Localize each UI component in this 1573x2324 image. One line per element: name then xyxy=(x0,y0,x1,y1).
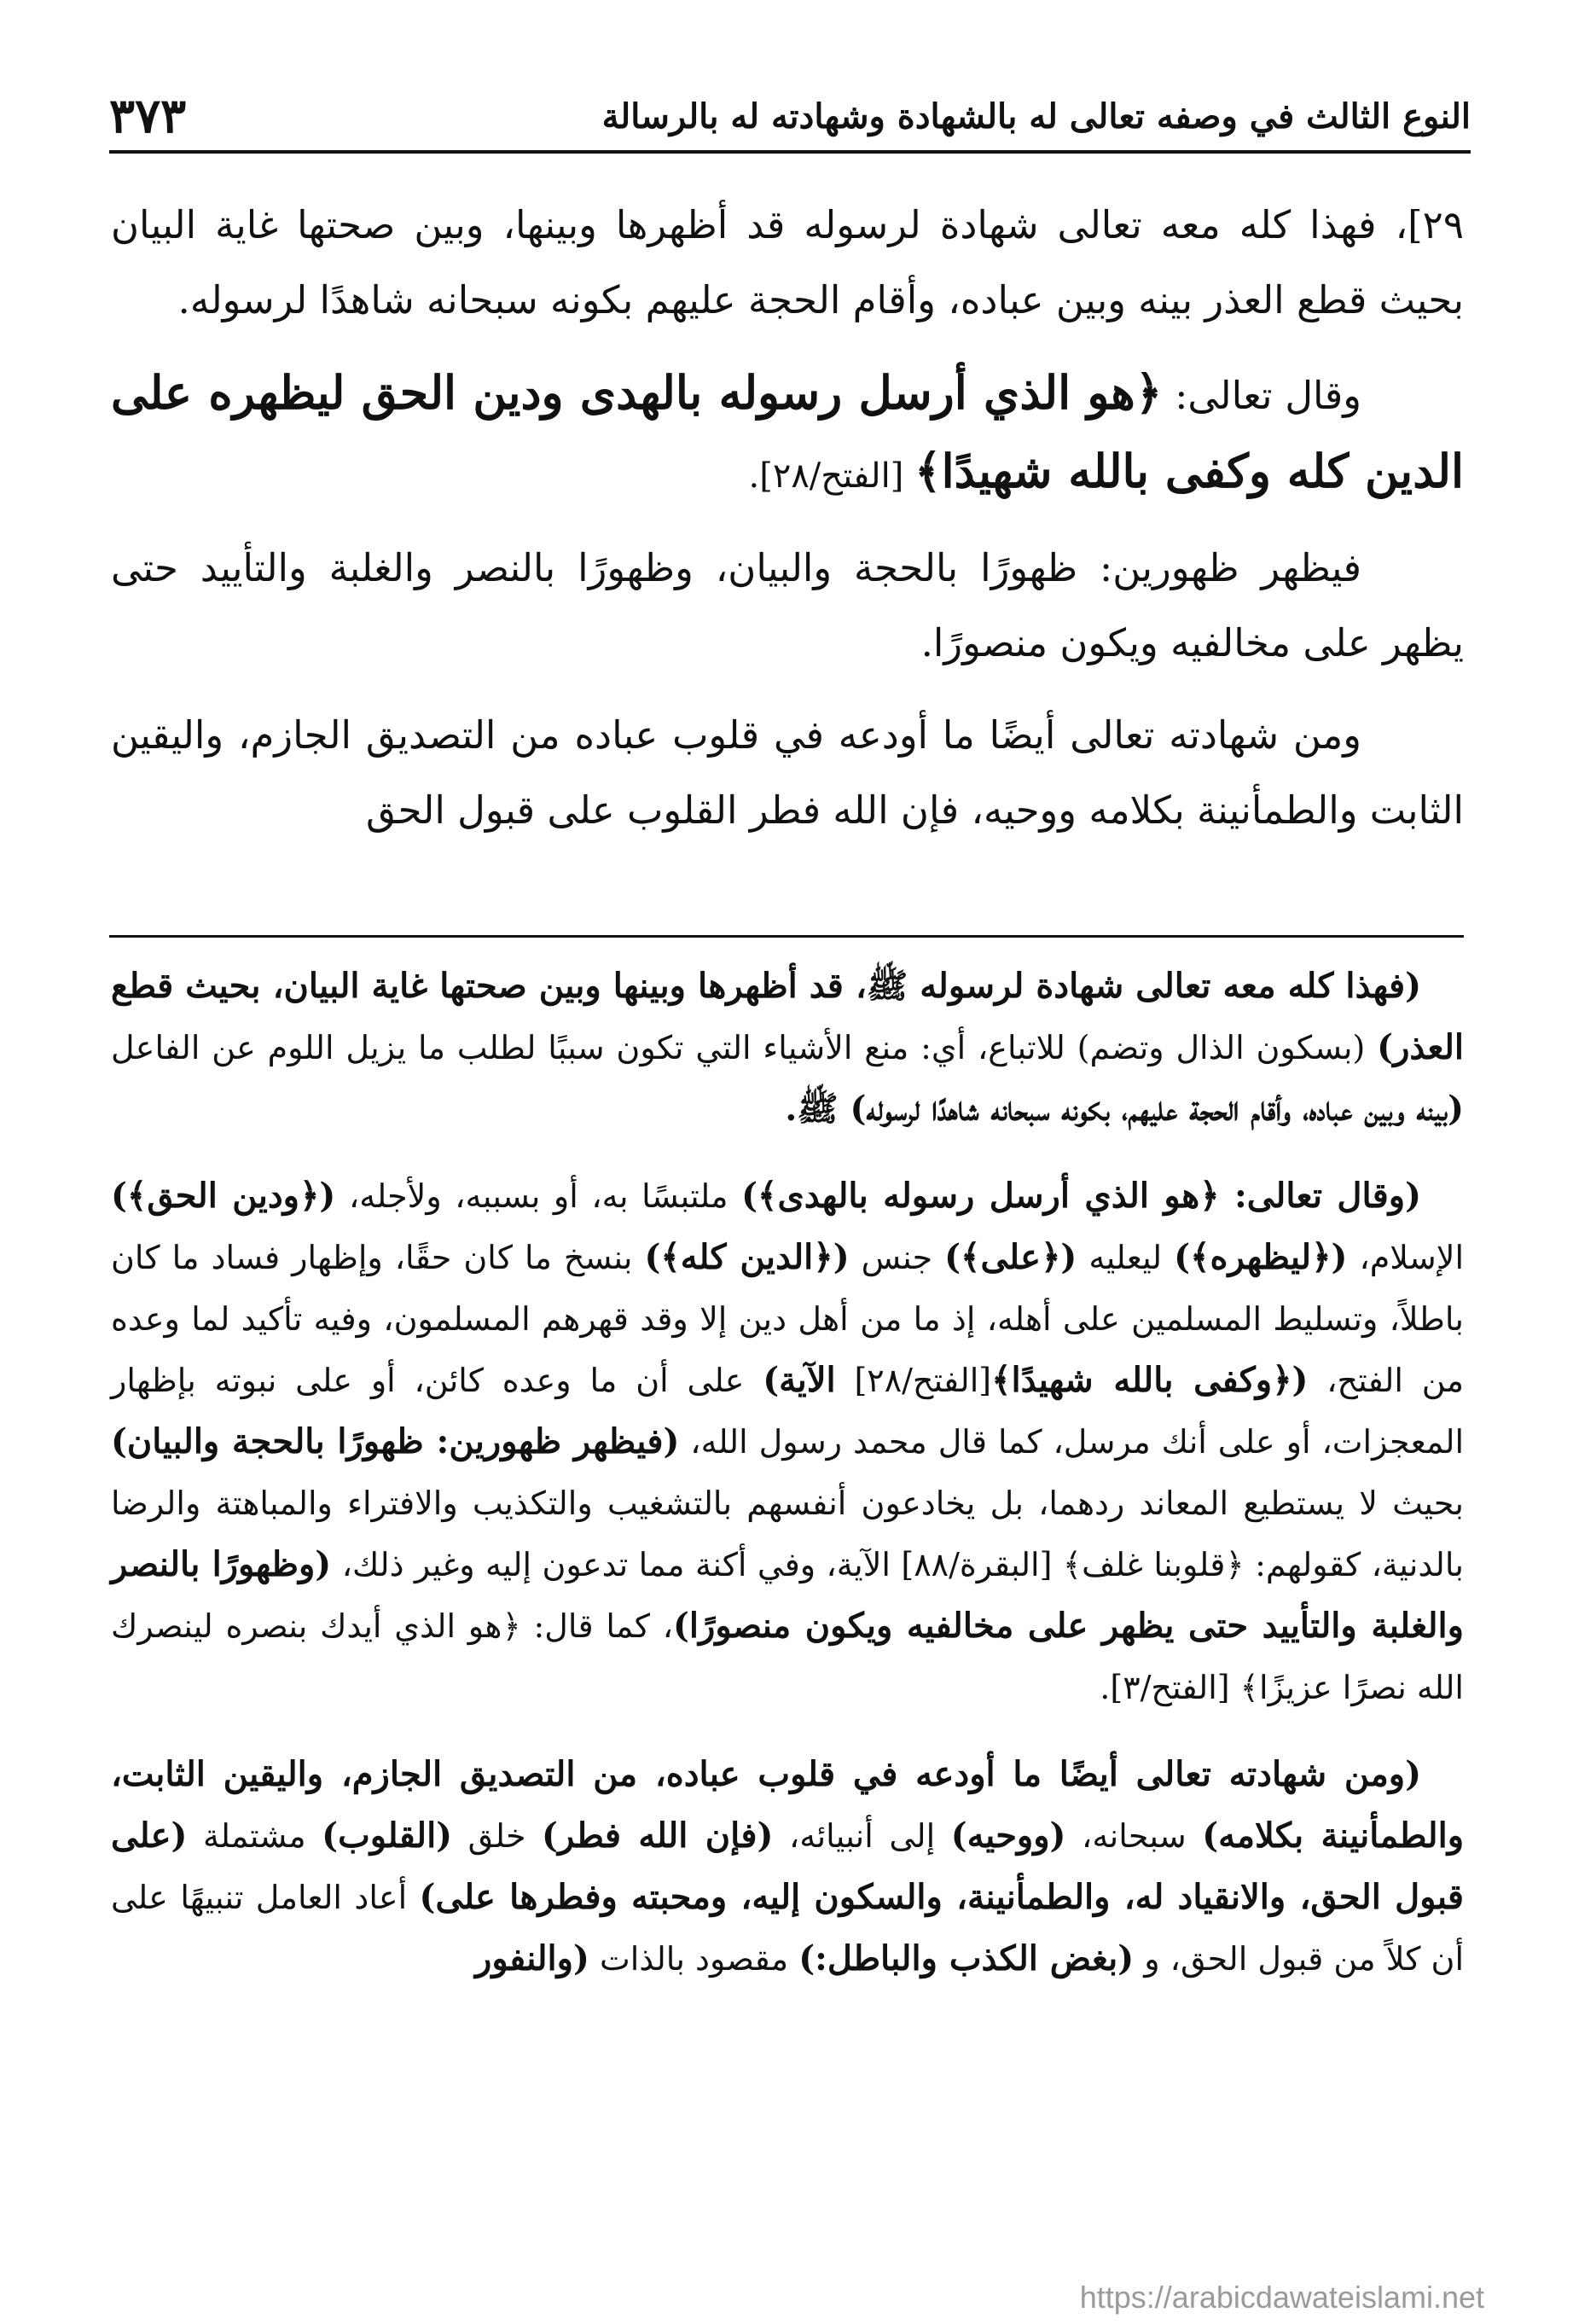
commentary-note: ليعليه xyxy=(1077,1239,1175,1276)
main-paragraph-4: ومن شهادته تعالى أيضًا ما أودعه في قلوب عباده من التصديق الجازم، واليقين الثابت والطمأنينة بكلامه ووحيه، فإن الله فطر القلوب على قبول الحق xyxy=(111,712,1464,833)
commentary-note: [الفتح/٢٨] xyxy=(835,1362,992,1399)
commentary-paragraph-2 xyxy=(111,1165,1464,1718)
commentary-note: بحيث لا يستطيع المعاند ردهما، بل يخادعون أنفسهم بالتشغيب والتكذيب والافتراء والمباهتة والرضا بالدنية، كقولهم: ﴿قلوبنا غلف﴾ [البقرة/٨٨] الآية، وفي أكنة مما تدعون إليه وغير ذلك، xyxy=(111,1484,1465,1583)
commentary-note: مشتملة xyxy=(187,1817,322,1855)
commentary-quote: (﴿على﴾) xyxy=(944,1237,1077,1277)
main-text xyxy=(111,188,1464,865)
commentary-paragraph-1 xyxy=(111,956,1464,1140)
commentary-note: بنسخ ما كان حقًا، وإظهار فساد ما كان باطلاً، وتسليط المسلمين على أهله، إذ ما من أهل دين إلا وقد قهرهم المسلمون، وفيه تأكيد لما وعده من الفتح، xyxy=(111,1239,1465,1399)
verse-reference: [الفتح/٢٨]. xyxy=(748,456,915,496)
commentary-quote: (﴿ليظهره﴾) xyxy=(1174,1237,1348,1277)
page-number: ٣٧٣ xyxy=(109,88,187,144)
running-title: النوع الثالث في وصفه تعالى له بالشهادة وشهادته له بالرسالة xyxy=(601,96,1471,137)
quran-verse: ﴿هو الذي أرسل رسوله بالهدى ودين الحق ليظهره على الدين كله وكفى بالله شهيدًا﴾ xyxy=(111,365,1464,498)
commentary-note: خلق xyxy=(452,1817,543,1855)
commentary-note: أعاد العامل تنبيهًا على أن كلاً من قبول الحق، و xyxy=(111,1879,1464,1978)
footnote-divider xyxy=(109,935,1464,938)
page-header xyxy=(109,82,1471,154)
commentary-note: (بسكون الذال وتضم) للاتباع، أي: منع الأشياء التي تكون سببًا لطلب ما يزيل اللوم عن الفاعل xyxy=(111,1029,1378,1066)
commentary-note: جنس xyxy=(849,1239,945,1276)
main-paragraph-3: فيظهر ظهورين: ظهورًا بالحجة والبيان، وظهورًا بالنصر والغلبة والتأييد حتى يظهر على مخالفيه ويكون منصورًا. xyxy=(111,545,1464,665)
commentary-quote: (والنفور xyxy=(475,1938,589,1978)
commentary-note: سبحانه، xyxy=(1065,1817,1203,1855)
main-paragraph-1: ٢٩]، فهذا كله معه تعالى شهادة لرسوله قد أظهرها وبينها، وبين صحتها غاية البيان بحيث قطع العذر بينه وبين عباده، وأقام الحجة عليهم بكونه سبحانه شاهدًا لرسوله. xyxy=(111,202,1464,322)
commentary-note: الإسلام، xyxy=(1347,1239,1465,1276)
commentary-quote: (على قبول الحق، والانقياد له، والطمأنينة، والسكون إليه، ومحبته وفطرها على) xyxy=(111,1816,1465,1917)
commentary-quote: (﴿الدين كله﴾) xyxy=(644,1237,850,1277)
commentary-quote: (فيظهر ظهورين: ظهورًا بالحجة والبيان) xyxy=(111,1421,680,1461)
commentary-quote: (فهذا كله معه تعالى شهادة لرسوله ﷺ، قد أظهرها وبينها وبين صحتها غاية البيان، بحيث قطع العذر) xyxy=(111,966,1464,1067)
commentary-quote: (بغض الكذب والباطل:) xyxy=(798,1938,1135,1978)
commentary-section xyxy=(111,956,1464,2015)
commentary-quote: (﴿وكفى بالله شهيدًا﴾ xyxy=(991,1360,1309,1400)
commentary-quote: الآية) xyxy=(763,1360,836,1400)
commentary-quote: (فإن الله فطر) xyxy=(542,1816,774,1856)
commentary-note: ملتبسًا به، أو بسببه، ولأجله، xyxy=(335,1177,742,1215)
commentary-note: ، كما قال: ﴿هو الذي أيدك بنصره لينصرك الله نصرًا عزيزًا﴾ [الفتح/٣]. xyxy=(111,1607,1464,1706)
commentary-quote: (﴿ودين الحق﴾) xyxy=(111,1176,336,1216)
watermark-url: https://arabicdawateislami.net xyxy=(1079,2280,1484,2315)
commentary-quote: (القلوب) xyxy=(322,1816,453,1856)
commentary-note: إلى أنبيائه، xyxy=(773,1817,951,1855)
commentary-note: على أن ما وعده كائن، أو على نبوته بإظهار المعجزات، أو على أنك مرسل، كما قال محمد رسول الله، xyxy=(111,1362,1465,1461)
commentary-paragraph-3 xyxy=(111,1744,1464,1990)
commentary-quote: (وظهورًا بالنصر والغلبة والتأييد حتى يظهر على مخالفيه ويكون منصورًا) xyxy=(111,1544,1464,1646)
main-paragraph-2 xyxy=(111,355,1464,514)
commentary-quote: (ووحيه) xyxy=(950,1816,1066,1856)
commentary-quote: (بينه وبين عباده، وأقام الحجة عليهم، بكونه سبحانه شاهدًا لرسوله) ﷺ. xyxy=(785,1089,1464,1129)
commentary-quote: (ومن شهادته تعالى أيضًا ما أودعه في قلوب عباده، من التصديق الجازم، واليقين الثابت، والطمأنينة بكلامه) xyxy=(111,1754,1465,1856)
commentary-quote: (وقال تعالى: ﴿هو الذي أرسل رسوله بالهدى﴾) xyxy=(741,1176,1421,1216)
verse-intro: وقال تعالى: xyxy=(1162,373,1361,418)
commentary-note: مقصود بالذات xyxy=(589,1940,799,1978)
